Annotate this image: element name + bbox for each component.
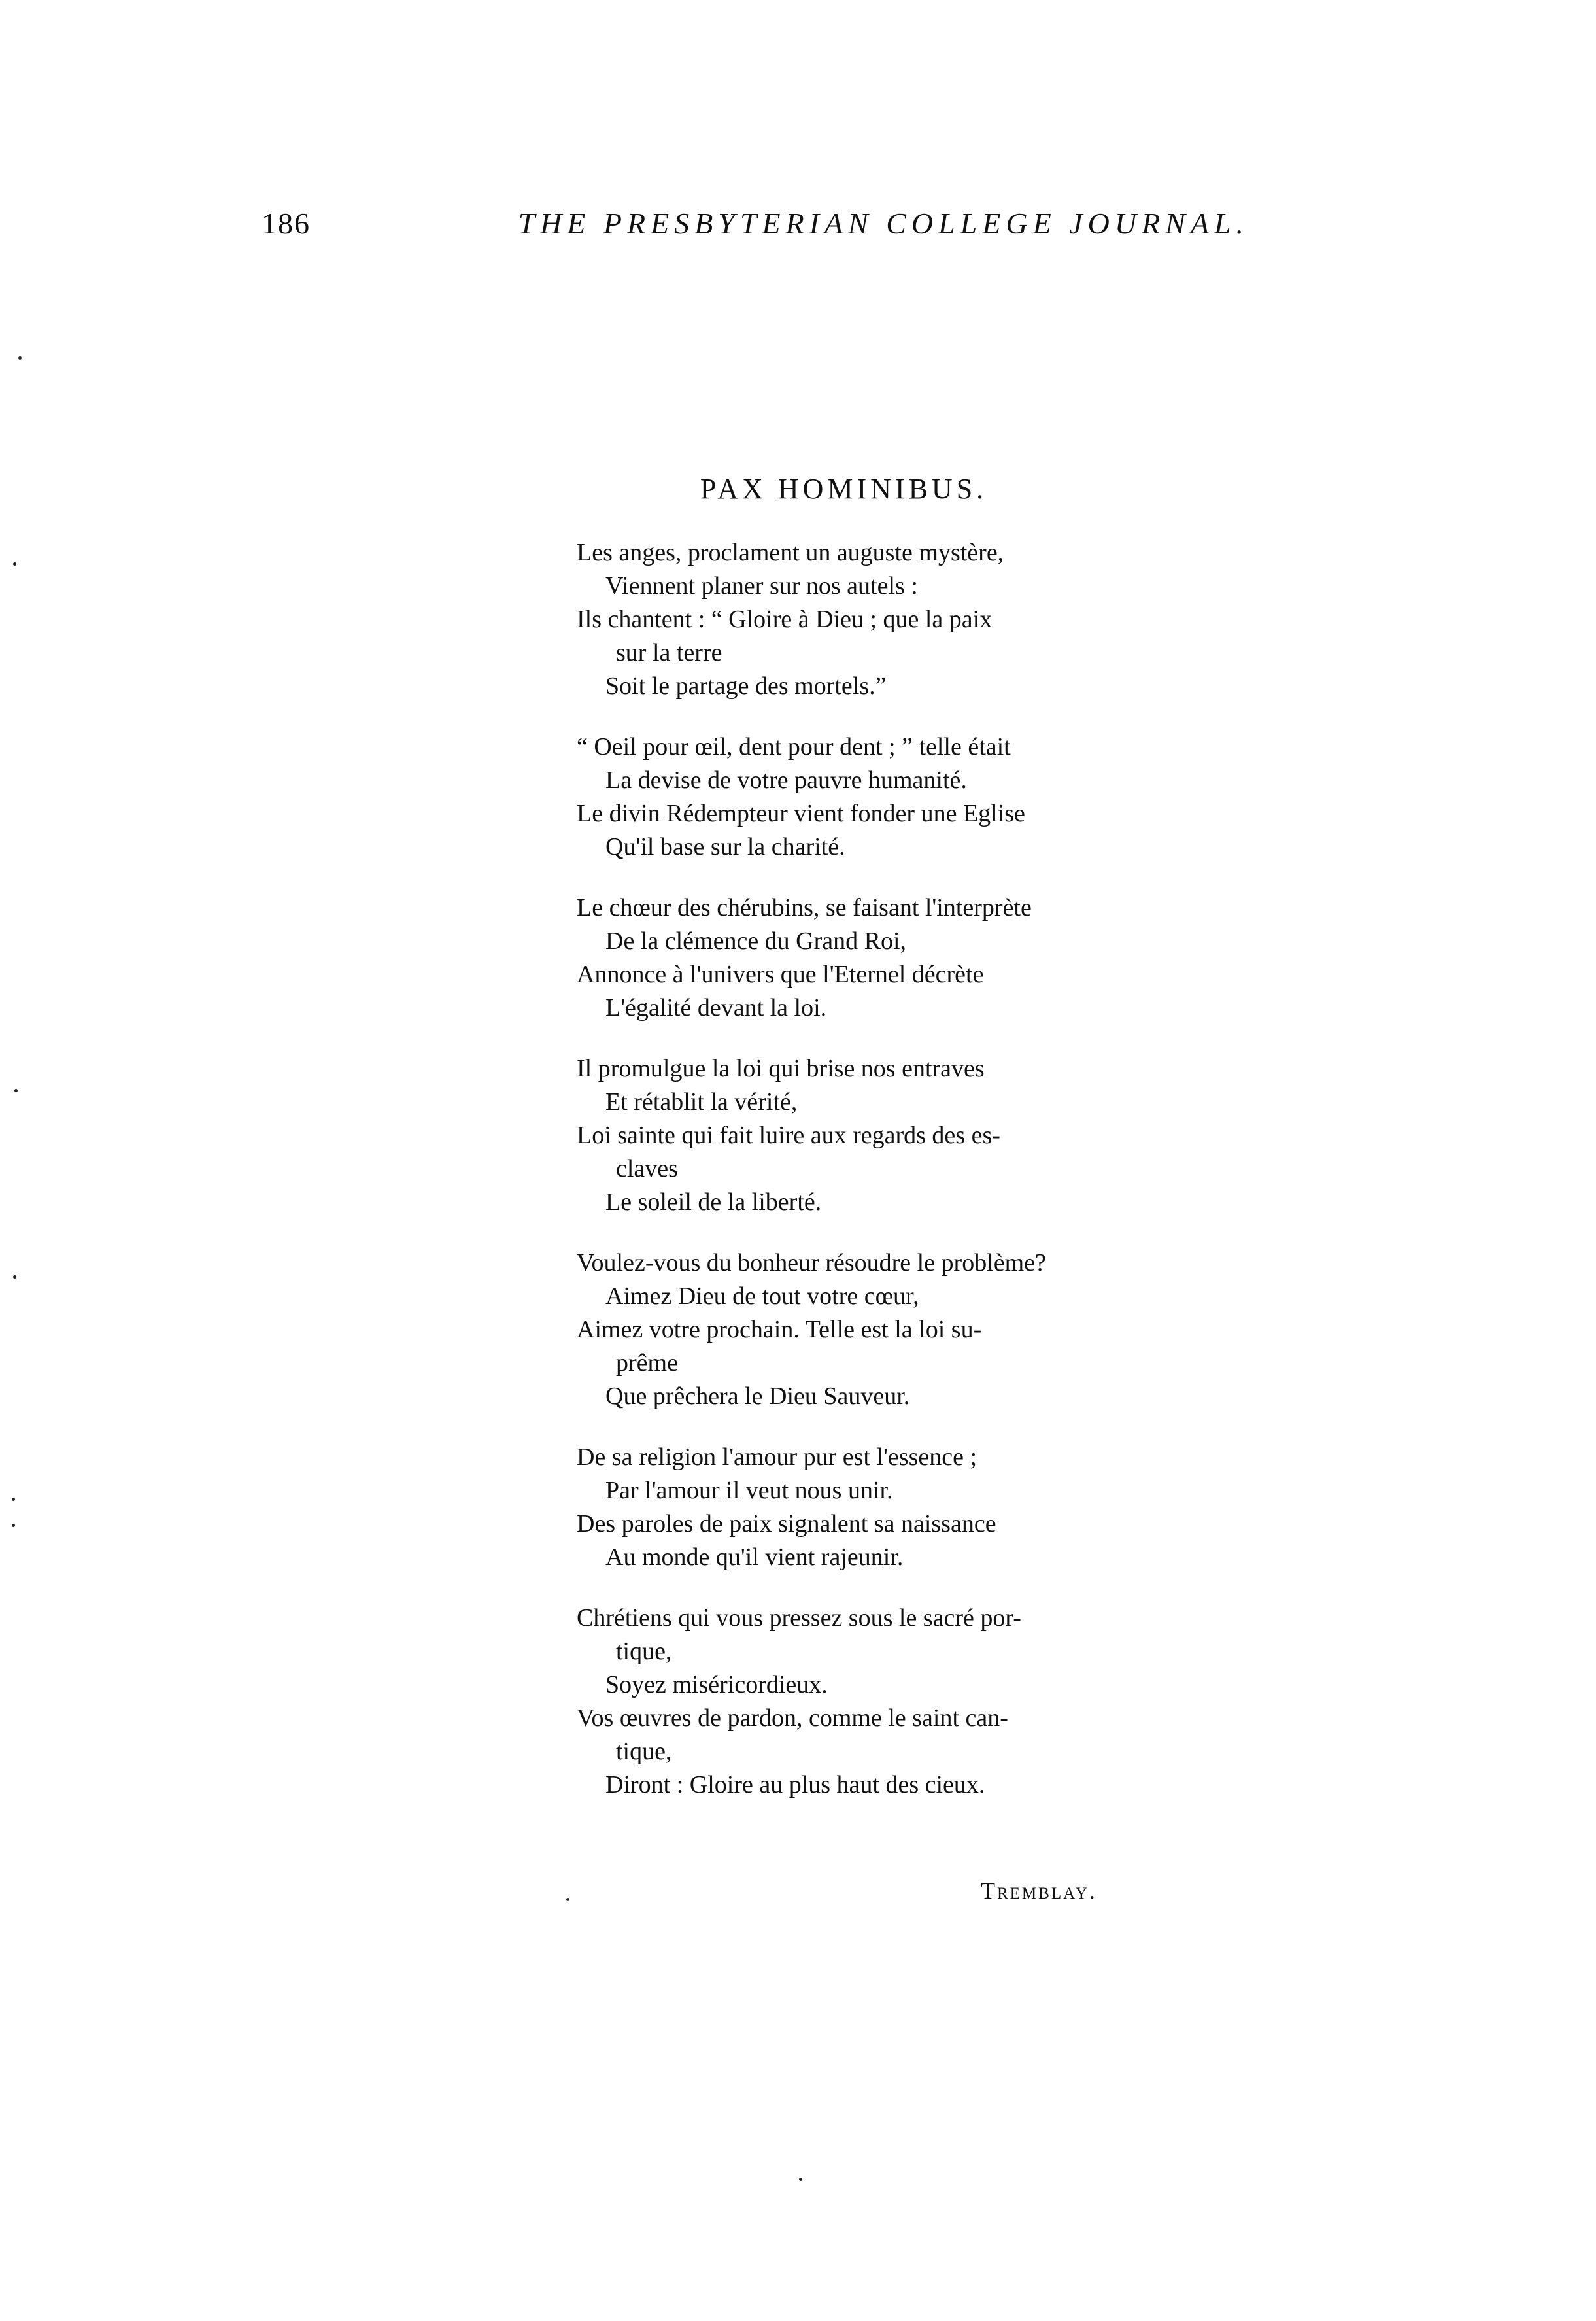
poem-line: Et rétablit la vérité,	[605, 1088, 798, 1116]
scan-speck	[12, 1498, 15, 1501]
poem-line: tique,	[616, 1638, 672, 1665]
poem-line: Soit le partage des mortels.”	[605, 672, 887, 700]
scan-speck	[12, 1524, 15, 1527]
poem-line: Le chœur des chérubins, se faisant l'interprète	[577, 894, 1032, 921]
poem-line: tique,	[616, 1738, 672, 1765]
poem-stanza	[577, 536, 1178, 703]
poem-line: De la clémence du Grand Roi,	[605, 927, 907, 955]
author-signature: Tremblay.	[981, 1878, 1097, 1904]
poem-line: Le divin Rédempteur vient fonder une Eglise	[577, 800, 1025, 827]
poem-line: L'égalité devant la loi.	[605, 994, 827, 1022]
poem-line: Au monde qu'il vient rajeunir.	[605, 1543, 904, 1571]
page-number: 186	[262, 207, 311, 240]
poem-stanza	[577, 891, 1178, 1025]
poem-line: Loi sainte qui fait luire aux regards des es-	[577, 1122, 1000, 1149]
poem-line: sur la terre	[616, 639, 722, 666]
scan-speck	[566, 1898, 569, 1901]
scan-speck	[13, 1275, 16, 1279]
poem-line: Chrétiens qui vous pressez sous le sacré por-	[577, 1604, 1021, 1632]
poem-stanza	[577, 1052, 1178, 1219]
poem-line: Que prêchera le Dieu Sauveur.	[605, 1383, 910, 1410]
scan-speck	[13, 562, 16, 566]
running-header	[262, 206, 1249, 245]
poem-line: Le soleil de la liberté.	[605, 1188, 822, 1216]
poem-line: La devise de votre pauvre humanité.	[605, 766, 967, 794]
poem-stanza	[577, 731, 1178, 864]
poem-line: Diront : Gloire au plus haut des cieux.	[605, 1771, 985, 1798]
running-title: THE PRESBYTERIAN COLLEGE JOURNAL.	[518, 207, 1249, 240]
poem-stanza	[577, 1441, 1178, 1574]
poem-line: Aimez Dieu de tout votre cœur,	[605, 1282, 919, 1310]
poem-line: De sa religion l'amour pur est l'essence ;	[577, 1443, 977, 1471]
poem-line: Qu'il base sur la charité.	[605, 833, 845, 861]
poem-line: Des paroles de paix signalent sa naissance	[577, 1510, 996, 1538]
scan-speck	[799, 2178, 802, 2181]
poem-line: Aimez votre prochain. Telle est la loi su-	[577, 1316, 982, 1343]
scan-speck	[14, 1089, 18, 1092]
poem-line: Les anges, proclament un auguste mystère,	[577, 539, 1004, 566]
poem-line: Soyez miséricordieux.	[605, 1671, 828, 1698]
poem-title: PAX HOMINIBUS.	[700, 473, 988, 505]
scan-speck	[18, 356, 22, 360]
poem-stanza	[577, 1246, 1178, 1413]
poem-line: Voulez-vous du bonheur résoudre le problème?	[577, 1249, 1046, 1277]
poem-line: Annonce à l'univers que l'Eternel décrète	[577, 961, 984, 988]
poem-line: Vos œuvres de pardon, comme le saint can-	[577, 1704, 1008, 1732]
poem-stanza	[577, 1602, 1178, 1802]
poem-line: “ Oeil pour œil, dent pour dent ; ” telle était	[577, 733, 1011, 761]
poem-body	[577, 536, 1178, 1829]
poem-line: Il promulgue la loi qui brise nos entraves	[577, 1055, 985, 1082]
poem-line: Viennent planer sur nos autels :	[605, 572, 918, 600]
poem-line: Ils chantent : “ Gloire à Dieu ; que la paix	[577, 606, 993, 633]
poem-line: claves	[616, 1155, 678, 1182]
poem-line: prême	[616, 1349, 678, 1377]
poem-line: Par l'amour il veut nous unir.	[605, 1477, 893, 1504]
